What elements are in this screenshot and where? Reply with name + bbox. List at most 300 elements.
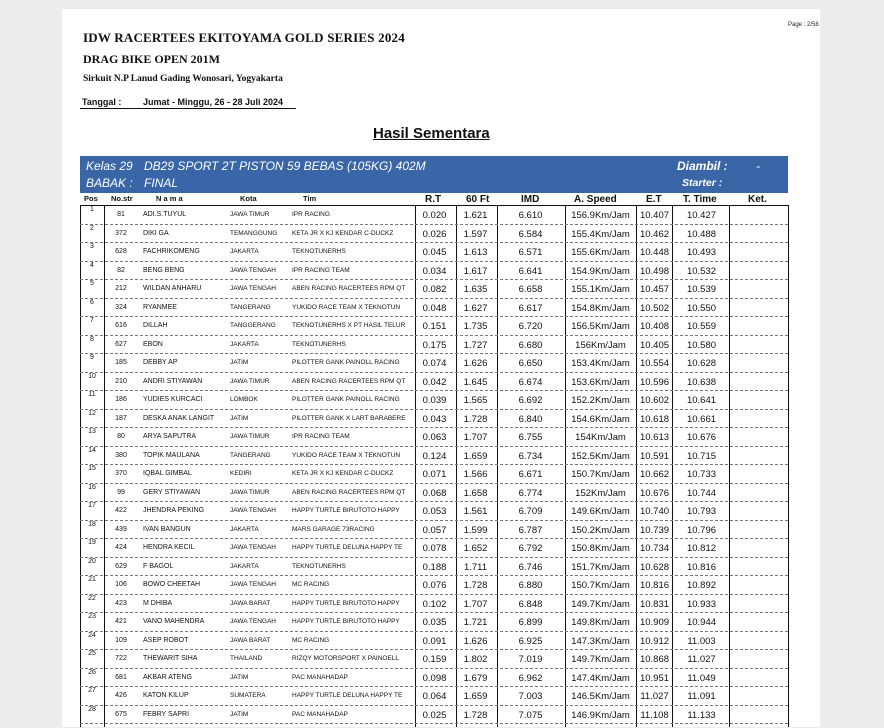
nostr-cell: 210 (115, 377, 127, 385)
babak-value: FINAL (144, 176, 179, 190)
nama-cell: WILDAN ANHARU (143, 285, 202, 292)
ft60-cell: 1.561 (463, 506, 488, 517)
nostr-cell: 370 (115, 470, 127, 477)
rt-cell: 0.078 (422, 543, 447, 554)
ft60-cell: 1.711 (463, 561, 488, 573)
nama-cell: FEBRY SAPRI (143, 710, 190, 718)
table-row (80, 279, 788, 299)
speed-cell: 154.6Km/Jam (571, 413, 630, 425)
et-cell: 10.951 (639, 672, 670, 684)
imd-cell: 6.709 (518, 506, 543, 517)
speed-cell: 153.6Km/Jam (571, 376, 630, 388)
ft60-cell: 1.597 (463, 228, 488, 240)
rt-cell: 0.039 (422, 395, 447, 406)
ttime-cell: 10.733 (686, 469, 717, 480)
pos-cell: 16 (88, 483, 96, 491)
rt-cell: 0.076 (422, 580, 447, 591)
event-title: IDW RACERTEES EKITOYAMA GOLD SERIES 2024 (83, 30, 405, 45)
speed-cell: 146.9Km/Jam (571, 709, 630, 721)
nostr-cell: 109 (115, 636, 127, 644)
babak-label: BABAK : (86, 176, 133, 190)
ft60-cell: 1.659 (463, 450, 488, 462)
ttime-cell: 10.559 (686, 321, 717, 332)
ttime-cell: 10.638 (686, 376, 717, 388)
et-cell: 10.912 (639, 635, 670, 647)
nama-cell: JHENDRA PEKING (143, 507, 205, 514)
ttime-cell: 10.816 (686, 561, 717, 573)
tim-cell: TEKNOTUNERHS (292, 562, 346, 570)
nama-cell: ANDRI STIYAWAN (143, 377, 203, 385)
table-row (80, 557, 788, 577)
rt-cell: 0.102 (422, 598, 447, 610)
rt-cell: 0.045 (422, 247, 447, 258)
table-row (80, 316, 788, 336)
pos-cell: 15 (88, 465, 96, 472)
table-row (80, 261, 788, 281)
ttime-cell: 10.676 (686, 432, 717, 443)
date-label: Tanggal : (82, 97, 122, 107)
kota-cell: TEMANGGUNG (230, 229, 278, 237)
imd-cell: 6.658 (518, 284, 543, 295)
rt-cell: 0.064 (422, 691, 447, 702)
tim-cell: IPR RACING (292, 211, 330, 218)
et-cell: 10.405 (639, 339, 670, 351)
pos-cell: 12 (88, 409, 96, 417)
table-row (80, 501, 788, 521)
speed-cell: 154.8Km/Jam (571, 302, 630, 314)
kota-cell: JAWA BARAT (230, 599, 271, 607)
kota-cell: JAKARTA (230, 340, 259, 348)
event-subtitle: DRAG BIKE OPEN 201M (83, 52, 221, 66)
ft60-cell: 1.728 (463, 580, 488, 591)
imd-cell: 6.720 (518, 321, 543, 332)
nostr-cell: 82 (117, 266, 125, 274)
table-row (80, 390, 788, 410)
nama-cell: YUDIES KURCACI (143, 396, 203, 403)
tim-cell: ABEN RACING RACERTEES RPM QT (292, 488, 406, 496)
speed-cell: 149.6Km/Jam (571, 506, 630, 517)
kota-cell: JAWA TENGAH (230, 544, 276, 551)
speed-cell: 149.7Km/Jam (571, 598, 630, 610)
rt-cell: 0.071 (422, 469, 447, 480)
kota-cell: SUMATERA (230, 692, 266, 699)
table-row (80, 242, 788, 262)
nama-cell: KATON KILUP (143, 692, 189, 699)
header-imd: IMD (521, 194, 540, 205)
ttime-cell: 10.550 (686, 302, 717, 314)
et-cell: 11.108 (640, 709, 669, 721)
ttime-cell: 10.427 (686, 210, 717, 221)
ft60-cell: 1.728 (463, 413, 488, 425)
pos-cell: 5 (90, 280, 94, 287)
kota-cell: JAKARTA (230, 562, 259, 570)
tim-cell: YUKIDO RACE TEAM X TEKNOTUN (292, 451, 401, 459)
imd-cell: 6.899 (518, 617, 543, 628)
imd-cell: 6.650 (518, 358, 543, 369)
nostr-cell: 99 (117, 488, 125, 496)
et-cell: 10.816 (639, 580, 670, 591)
ft60-cell: 1.707 (463, 598, 488, 610)
rt-cell: 0.034 (422, 265, 447, 277)
table-row (80, 353, 788, 373)
kota-cell: JAWA TENGAH (230, 507, 276, 514)
ttime-cell: 10.488 (686, 228, 717, 240)
nostr-cell: 439 (115, 525, 127, 533)
et-cell: 10.662 (639, 469, 670, 480)
table-row (80, 372, 788, 392)
kota-cell: JAWA TENGAH (230, 581, 276, 588)
speed-cell: 147.4Km/Jam (571, 672, 630, 684)
ttime-cell: 11.003 (687, 635, 716, 647)
rt-cell: 0.063 (422, 432, 447, 443)
kota-cell: TANGERANG (230, 303, 271, 311)
rt-cell: 0.151 (422, 321, 447, 332)
et-cell: 10.740 (639, 506, 670, 517)
class-banner (80, 156, 788, 193)
ft60-cell: 1.635 (463, 284, 488, 295)
tim-cell: YUKIDO RACE TEAM X TEKNOTUN (292, 303, 401, 311)
tim-cell: TEKNOTUNERHS (292, 340, 346, 348)
et-cell: 10.613 (639, 432, 670, 443)
kota-cell: JAWA BARAT (230, 636, 271, 644)
kota-cell: TANGGERANG (230, 322, 276, 329)
imd-cell: 6.617 (518, 302, 543, 314)
ft60-cell: 1.613 (463, 247, 488, 258)
kota-cell: JAWA TIMUR (230, 433, 270, 440)
tim-cell: PILOTTER GANK PAINOLL RACING (292, 359, 400, 366)
speed-cell: 149.7Km/Jam (571, 654, 630, 665)
header-tim: Tim (303, 194, 317, 203)
tim-cell: TEKNOTUNERHS (292, 248, 346, 255)
ttime-cell: 10.628 (686, 358, 717, 369)
imd-cell: 7.019 (518, 654, 543, 665)
nostr-cell: 380 (115, 451, 127, 459)
kota-cell: KEDIRI (230, 470, 252, 477)
nostr-cell: 185 (115, 359, 127, 366)
rt-cell: 0.053 (422, 506, 447, 517)
speed-cell: 152.2Km/Jam (571, 395, 630, 406)
speed-cell: 156.5Km/Jam (571, 321, 630, 332)
table-row (80, 575, 788, 595)
imd-cell: 6.925 (518, 635, 543, 647)
et-cell: 10.734 (639, 543, 670, 554)
date-line (80, 96, 296, 109)
table-row (80, 205, 788, 225)
speed-cell: 147.3Km/Jam (571, 635, 630, 647)
pos-cell: 11 (88, 391, 96, 398)
table-row (80, 538, 788, 558)
rt-cell: 0.020 (422, 210, 447, 221)
ft60-cell: 1.679 (463, 672, 488, 684)
pos-cell: 17 (88, 502, 96, 509)
ft60-cell: 1.659 (463, 691, 488, 702)
speed-cell: 149.8Km/Jam (571, 617, 630, 628)
ft60-cell: 1.621 (463, 210, 488, 221)
tim-cell: MC RACING (292, 636, 330, 644)
rt-cell: 0.175 (422, 339, 447, 351)
pos-cell: 10 (88, 372, 96, 380)
doc-title: Hasil Sementara (373, 125, 490, 142)
rt-cell: 0.098 (422, 672, 447, 684)
et-cell: 10.502 (639, 302, 670, 314)
tim-cell: PILOTTER GANK X LART BARABERE (292, 414, 406, 422)
rt-cell: 0.082 (422, 284, 447, 295)
pos-cell: 26 (88, 668, 96, 676)
pos-cell: 8 (90, 335, 94, 343)
et-cell: 10.628 (639, 561, 670, 573)
kota-cell: JAWA TENGAH (230, 618, 276, 625)
imd-cell: 6.787 (518, 524, 543, 536)
ft60-cell: 1.658 (463, 487, 488, 499)
pos-cell: 27 (88, 687, 96, 694)
ft60-cell: 1.626 (463, 358, 488, 369)
speed-cell: 152Km/Jam (575, 487, 626, 499)
ft60-cell: 1.802 (463, 654, 488, 665)
kota-cell: TANGERANG (230, 451, 271, 459)
tim-cell: HAPPY TURTLE BIRUTOTO HAPPY (292, 599, 400, 607)
ttime-cell: 10.793 (686, 506, 717, 517)
et-cell: 10.739 (639, 524, 670, 536)
header-60ft: 60 Ft (466, 194, 490, 205)
et-cell: 10.831 (639, 598, 670, 610)
ttime-cell: 11.027 (687, 654, 716, 665)
imd-cell: 6.680 (518, 339, 543, 351)
pos-cell: 18 (88, 520, 96, 528)
imd-cell: 6.671 (518, 469, 543, 480)
kota-cell: JAWA TIMUR (230, 211, 270, 218)
ttime-cell: 10.580 (686, 339, 717, 351)
kota-cell: JAWA TIMUR (230, 488, 270, 496)
speed-cell: 154.9Km/Jam (571, 265, 630, 277)
imd-cell: 6.641 (518, 265, 543, 277)
nama-cell: BOWO CHEETAH (143, 581, 201, 588)
table-row (80, 335, 788, 355)
rt-cell: 0.188 (422, 561, 447, 573)
ttime-cell: 11.133 (687, 709, 716, 721)
tim-cell: KETA JR X KJ KENDAR C-DUCKZ (292, 229, 394, 237)
ft60-cell: 1.626 (463, 635, 488, 647)
ft60-cell: 1.652 (463, 543, 488, 554)
et-cell: 10.498 (639, 265, 670, 277)
tim-cell: HAPPY TURTLE BIRUTOTO HAPPY (292, 618, 400, 625)
ft60-cell: 1.735 (463, 321, 488, 332)
nama-cell: FACHRIKOMENG (143, 248, 200, 255)
imd-cell: 6.610 (518, 210, 543, 221)
pos-cell: 22 (88, 594, 96, 602)
kota-cell: JAWA TENGAH (230, 285, 276, 292)
speed-cell: 156.9Km/Jam (571, 210, 630, 221)
nama-cell: BENG BENG (143, 266, 185, 274)
kota-cell: JATIM (230, 359, 249, 366)
nostr-cell: 421 (115, 618, 127, 625)
tim-cell: PILOTTER GANK PAINOLL RACING (292, 396, 400, 403)
pos-cell: 14 (88, 446, 96, 454)
rt-cell: 0.042 (422, 376, 447, 388)
imd-cell: 6.584 (518, 228, 543, 240)
imd-cell: 6.674 (518, 376, 543, 388)
ft60-cell: 1.565 (463, 395, 488, 406)
nama-cell: HENDRA KECIL (143, 544, 195, 551)
table-row (80, 520, 788, 540)
pos-cell: 1 (90, 206, 94, 213)
tim-cell: MC RACING (292, 581, 330, 588)
ttime-cell: 10.715 (686, 450, 717, 462)
nostr-cell: 106 (115, 581, 127, 588)
ttime-cell: 10.641 (686, 395, 717, 406)
nama-cell: IVAN BANGUN (143, 525, 191, 533)
speed-cell: 150.8Km/Jam (571, 543, 630, 554)
pos-cell: 19 (88, 539, 96, 546)
table-row (80, 705, 788, 725)
ft60-cell: 1.707 (463, 432, 488, 443)
ft60-cell: 1.627 (463, 302, 488, 314)
et-cell: 10.554 (639, 358, 670, 369)
table-row (80, 464, 788, 484)
tim-cell: HAPPY TURTLE DELUNA HAPPY TE (292, 692, 403, 699)
nama-cell: ARYA SAPUTRA (143, 433, 197, 440)
starter-label: Starter : (682, 177, 723, 189)
ttime-cell: 10.933 (686, 598, 717, 610)
nostr-cell: 675 (115, 710, 127, 718)
pos-cell: 25 (88, 650, 96, 657)
imd-cell: 7.075 (518, 709, 543, 721)
nama-cell: TOPIK MAULANA (143, 451, 200, 459)
kelas: Kelas 29 (86, 159, 133, 173)
table-border-right (788, 205, 789, 727)
table-row (80, 668, 788, 688)
ttime-cell: 10.532 (686, 265, 717, 277)
nostr-cell: 80 (117, 433, 125, 440)
et-cell: 10.448 (639, 247, 670, 258)
tim-cell: PAC MANAHADAP (292, 673, 348, 681)
nama-cell: EBON (143, 340, 163, 348)
tim-cell: HAPPY TURTLE BIRUTOTO HAPPY (292, 507, 400, 514)
rt-cell: 0.074 (422, 358, 447, 369)
nama-cell: DILLAH (143, 322, 168, 329)
table-row (80, 298, 788, 318)
table-row (80, 409, 788, 429)
ft60-cell: 1.727 (463, 339, 488, 351)
ttime-cell: 11.091 (687, 691, 716, 702)
et-cell: 10.618 (639, 413, 670, 425)
et-cell: 10.462 (639, 228, 670, 240)
rt-cell: 0.048 (422, 302, 447, 314)
pos-cell: 28 (88, 705, 96, 713)
imd-cell: 6.755 (518, 432, 543, 443)
ft60-cell: 1.728 (463, 709, 488, 721)
header-ket: Ket. (748, 194, 767, 205)
ft60-cell: 1.566 (463, 469, 488, 480)
header-et: E.T (646, 194, 662, 205)
nostr-cell: 629 (115, 562, 127, 570)
tim-cell: MARS GARAGE 73RACING (292, 525, 375, 533)
ttime-cell: 10.493 (686, 247, 717, 258)
rt-cell: 0.043 (422, 413, 447, 425)
imd-cell: 6.692 (518, 395, 543, 406)
et-cell: 10.591 (639, 450, 670, 462)
nama-cell: M DHIBA (143, 599, 173, 607)
table-row (80, 631, 788, 651)
et-cell: 10.596 (639, 376, 670, 388)
imd-cell: 6.774 (518, 487, 543, 499)
pos-cell: 13 (88, 428, 96, 435)
speed-cell: 150.7Km/Jam (571, 580, 630, 591)
diambil-value: - (756, 159, 760, 173)
diambil-label: Diambil : (677, 159, 728, 173)
speed-cell: 155.1Km/Jam (571, 284, 630, 295)
table-row (80, 224, 788, 244)
speed-cell: 155.4Km/Jam (571, 228, 630, 240)
ttime-cell: 10.744 (686, 487, 717, 499)
ttime-cell: 11.049 (687, 672, 716, 684)
pos-cell: 20 (88, 557, 96, 565)
imd-cell: 6.571 (518, 247, 543, 258)
nama-cell: ASEP ROBOT (143, 636, 189, 644)
kota-cell: JAKARTA (230, 525, 259, 533)
nostr-cell: 186 (115, 396, 127, 403)
ttime-cell: 10.892 (686, 580, 717, 591)
speed-cell: 155.6Km/Jam (571, 247, 630, 258)
tim-cell: HAPPY TURTLE DELUNA HAPPY TE (292, 544, 403, 551)
kota-cell: THAILAND (230, 655, 263, 662)
speed-cell: 154Km/Jam (575, 432, 626, 443)
speed-cell: 146.5Km/Jam (571, 691, 630, 702)
nostr-cell: 722 (115, 655, 127, 662)
pos-cell: 23 (88, 613, 96, 620)
imd-cell: 6.746 (518, 561, 543, 573)
header-pos: Pos (84, 194, 98, 203)
tim-cell: ABEN RACING RACERTEES RPM QT (292, 377, 406, 385)
nama-cell: DIKI GA (143, 229, 169, 237)
ttime-cell: 10.661 (686, 413, 717, 425)
ft60-cell: 1.721 (463, 617, 488, 628)
nostr-cell: 422 (115, 507, 127, 514)
table-row (80, 686, 788, 706)
class-name: DB29 SPORT 2T PISTON 59 BEBAS (105KG) 402M (144, 159, 426, 173)
pos-cell: 6 (90, 298, 94, 306)
imd-cell: 7.003 (518, 691, 543, 702)
kota-cell: JAKARTA (230, 248, 259, 255)
imd-cell: 6.880 (518, 580, 543, 591)
table-row (80, 649, 788, 669)
nostr-cell: 628 (115, 248, 127, 255)
nostr-cell: 627 (115, 340, 127, 348)
imd-cell: 6.792 (518, 543, 543, 554)
imd-cell: 6.840 (518, 413, 543, 425)
ft60-cell: 1.617 (463, 265, 488, 277)
table-row (80, 427, 788, 447)
rt-cell: 0.057 (422, 524, 447, 536)
nama-cell: ADI.S.TUYUL (143, 211, 187, 218)
speed-cell: 156Km/Jam (575, 339, 626, 351)
table-row (80, 446, 788, 466)
kota-cell: JATIM (230, 673, 249, 681)
nama-cell: AKBAR ATENG (143, 673, 192, 681)
table-row (80, 594, 788, 614)
table-header (80, 193, 788, 205)
nostr-cell: 212 (115, 285, 127, 292)
ft60-cell: 1.645 (463, 376, 488, 388)
header-nama: N a m a (156, 194, 183, 203)
nama-cell: RYANMEE (143, 303, 177, 311)
ttime-cell: 10.944 (686, 617, 717, 628)
pos-cell: 24 (88, 631, 96, 639)
tim-cell: IPR RACING TEAM (292, 266, 350, 274)
nostr-cell: 426 (115, 692, 127, 699)
header-kota: Kota (240, 194, 257, 203)
et-cell: 10.457 (639, 284, 670, 295)
ttime-cell: 10.796 (686, 524, 717, 536)
